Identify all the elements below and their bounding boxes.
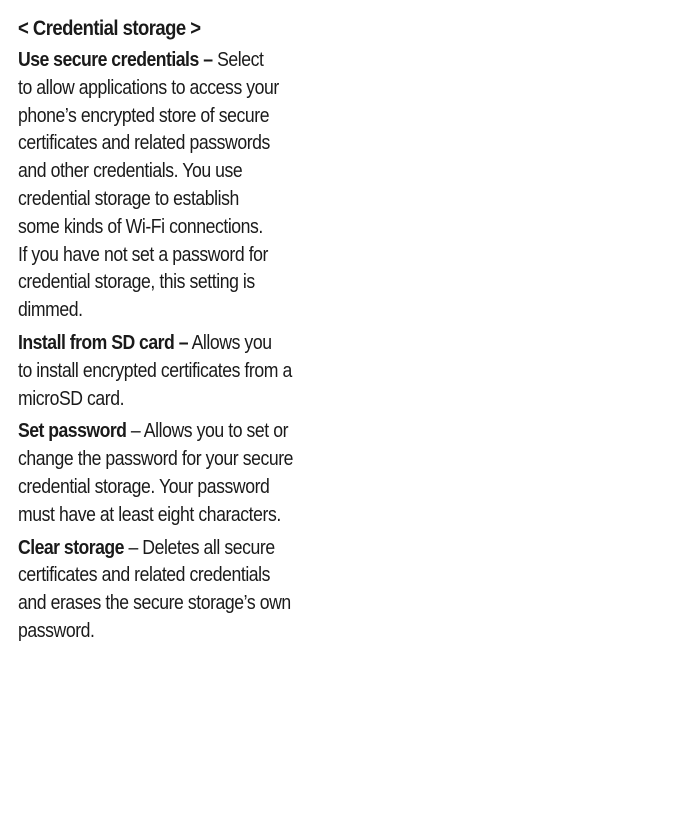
entry-text-line: certificates and related passwords <box>18 131 270 155</box>
entry-clear-storage <box>18 534 328 645</box>
entry-text-line: some kinds of Wi-Fi connections. <box>18 214 263 238</box>
entry-text-line: must have at least eight characters. <box>18 502 281 526</box>
entry-text-line: If you have not set a password for <box>18 242 268 266</box>
entry-text-line: to allow applications to access your <box>18 75 279 99</box>
entry-term: Install from SD card <box>18 330 175 354</box>
entry-text-line: Allows you <box>191 330 272 354</box>
entry-first-line <box>18 534 328 562</box>
entry-text-line: dimmed. <box>18 298 83 322</box>
entry-text-line: credential storage to establish <box>18 186 239 210</box>
entry-text-line: Deletes all secure <box>142 535 275 559</box>
entry-first-line <box>18 417 328 445</box>
entry-use-secure-credentials <box>18 46 328 324</box>
entry-term: Set password <box>18 419 127 443</box>
entry-text-line: credential storage, this setting is <box>18 270 255 294</box>
entry-text-line: credential storage. Your password <box>18 474 270 498</box>
manual-page <box>18 14 338 650</box>
entry-text-line: and other credentials. You use <box>18 159 243 183</box>
entry-first-line <box>18 46 328 74</box>
entry-text-line: microSD card. <box>18 386 125 410</box>
entry-term: Use secure credentials <box>18 48 199 71</box>
entry-text-line: certificates and related credentials <box>18 563 271 587</box>
entry-text-line: Select <box>217 48 264 71</box>
entry-text-line: change the password for your secure <box>18 447 294 471</box>
entry-text-line: password. <box>18 618 95 642</box>
entry-dash: – <box>130 419 141 443</box>
entry-dash: – <box>203 48 213 71</box>
entry-first-line <box>18 329 328 357</box>
entry-text-line: phone’s encrypted store of secure <box>18 103 270 127</box>
entry-text-line: and erases the secure storage’s own <box>18 591 291 615</box>
section-title: < Credential storage > <box>18 17 201 40</box>
entry-term: Clear storage <box>18 535 124 559</box>
entry-text-line: to install encrypted certificates from a <box>18 358 292 382</box>
entry-install-from-sd-card <box>18 329 328 412</box>
entry-text-line: Allows you to set or <box>143 419 289 443</box>
entry-dash: – <box>128 535 138 559</box>
entry-set-password <box>18 417 328 528</box>
entry-dash: – <box>178 330 189 354</box>
